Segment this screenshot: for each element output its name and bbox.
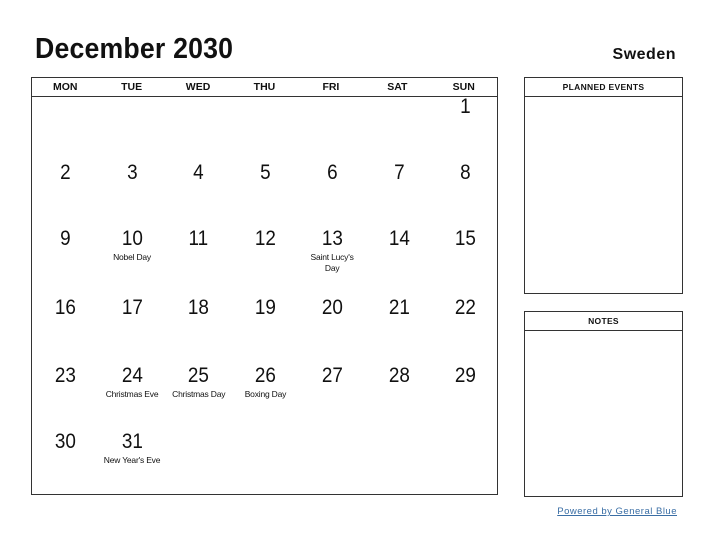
day-cell	[165, 296, 232, 320]
day-number: 13	[321, 227, 343, 250]
day-cell	[432, 227, 499, 251]
day-cell	[432, 95, 499, 119]
planned-events-panel	[524, 77, 683, 294]
day-number: 27	[321, 364, 343, 387]
day-number: 3	[126, 161, 138, 184]
day-number: 11	[188, 227, 209, 250]
day-number: 10	[121, 227, 143, 250]
day-number: 6	[326, 161, 338, 184]
day-number: 24	[121, 364, 143, 387]
day-number: 20	[321, 296, 343, 319]
page-title: December 2030	[35, 33, 234, 65]
day-cell	[366, 364, 433, 388]
day-cell	[32, 296, 99, 320]
weekday-tue: TUE	[121, 81, 143, 93]
day-cell	[232, 296, 299, 320]
day-cell	[432, 161, 499, 185]
day-cell	[165, 227, 232, 251]
day-number: 17	[121, 296, 143, 319]
day-cell	[32, 364, 99, 388]
day-number: 28	[388, 364, 410, 387]
day-cell	[299, 161, 366, 185]
day-number: 30	[54, 430, 76, 453]
holiday-label: Christmas Eve	[105, 389, 159, 399]
day-cells	[32, 97, 497, 495]
day-cell	[32, 227, 99, 251]
holiday-label: Christmas Day	[172, 389, 226, 399]
holiday-label: Boxing Day	[244, 389, 287, 399]
notes-panel	[524, 311, 683, 497]
day-number: 1	[460, 95, 471, 118]
weekday-header	[32, 78, 497, 97]
day-number: 23	[54, 364, 76, 387]
day-number: 31	[121, 430, 143, 453]
day-cell	[232, 161, 299, 185]
day-cell	[366, 296, 433, 320]
day-number: 22	[455, 296, 477, 319]
day-number: 26	[254, 364, 276, 387]
weekday-thu: THU	[253, 81, 276, 93]
day-cell	[32, 161, 99, 185]
weekday-wed: WED	[185, 81, 211, 93]
country-label: Sweden	[612, 46, 676, 63]
day-number: 29	[455, 364, 477, 387]
day-cell	[299, 227, 366, 274]
day-number: 18	[188, 296, 210, 319]
notes-heading: NOTES	[525, 312, 682, 331]
day-number: 12	[254, 227, 276, 250]
day-number: 21	[388, 296, 410, 319]
powered-by-link[interactable]: Powered by General Blue	[557, 506, 677, 517]
day-number: 7	[393, 161, 405, 184]
day-number: 19	[254, 296, 276, 319]
day-cell	[432, 296, 499, 320]
day-cell	[165, 161, 232, 185]
day-cell	[32, 430, 99, 454]
day-cell	[99, 227, 166, 263]
day-cell	[299, 364, 366, 388]
day-number: 9	[60, 227, 71, 250]
day-cell	[432, 364, 499, 388]
day-cell	[99, 430, 166, 466]
day-number: 15	[455, 227, 477, 250]
holiday-label: Nobel Day	[113, 252, 151, 262]
day-number: 2	[60, 161, 71, 184]
day-cell	[99, 364, 166, 400]
day-cell	[99, 296, 166, 320]
day-cell	[165, 364, 232, 400]
day-cell	[232, 364, 299, 400]
weekday-sun: SUN	[452, 81, 475, 93]
day-cell	[366, 161, 433, 185]
day-cell	[99, 161, 166, 185]
day-cell	[299, 296, 366, 320]
weekday-mon: MON	[52, 81, 78, 93]
weekday-sat: SAT	[387, 81, 408, 93]
day-number: 8	[460, 161, 471, 184]
day-cell	[366, 227, 433, 251]
calendar-grid	[31, 77, 498, 495]
day-number: 14	[388, 227, 410, 250]
planned-events-heading: PLANNED EVENTS	[525, 78, 682, 97]
day-cell	[232, 227, 299, 251]
holiday-label: Saint Lucy's Day	[310, 252, 354, 273]
weekday-fri: FRI	[322, 81, 340, 93]
day-number: 4	[193, 161, 204, 184]
day-number: 25	[188, 364, 210, 387]
day-number: 16	[54, 296, 76, 319]
holiday-label: New Year's Eve	[103, 455, 161, 465]
day-number: 5	[260, 161, 271, 184]
